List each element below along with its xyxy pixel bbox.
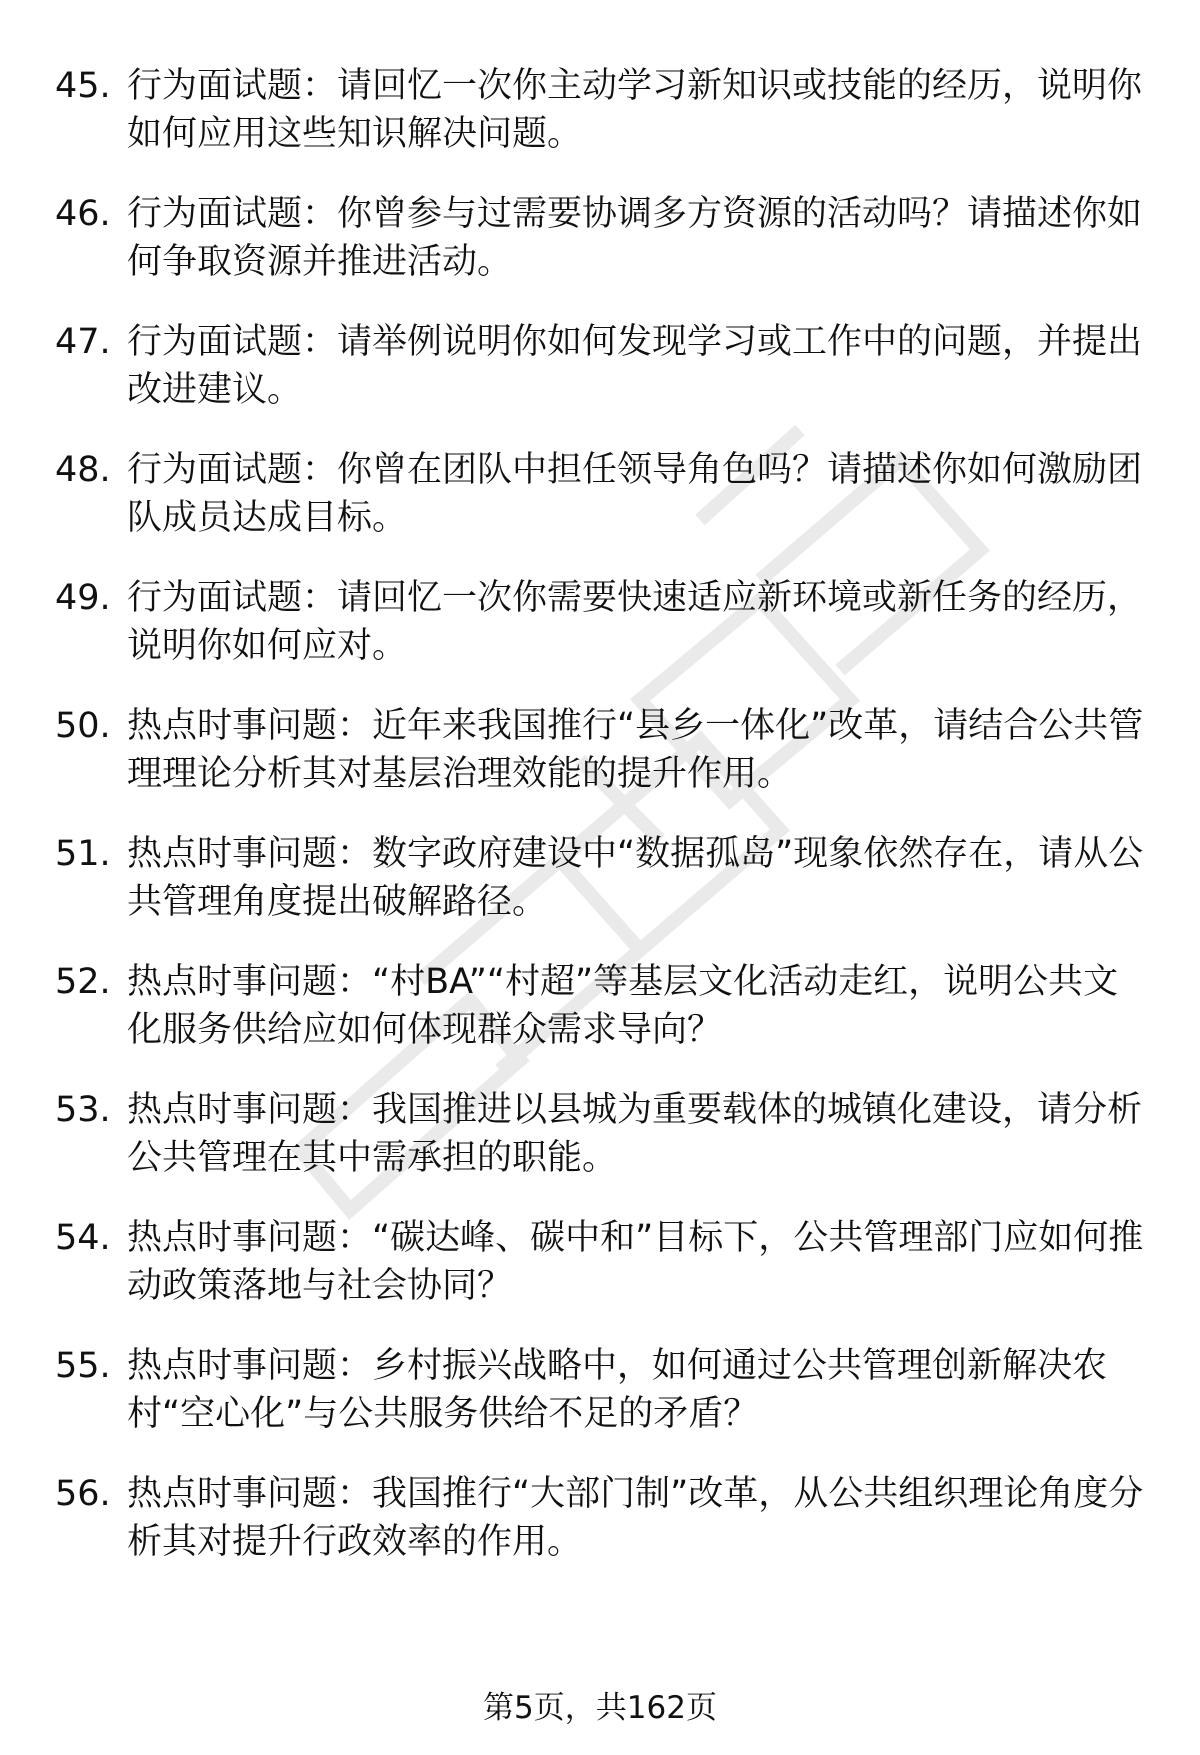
question-number: 48. — [55, 450, 111, 490]
question-text: 行为面试题：你曾在团队中担任领导角色吗？请描述你如何激励团队成员达成目标。 — [127, 450, 1143, 538]
question-text: 热点时事问题：我国推行“大部门制”改革，从公共组织理论角度分析其对提升行政效率的作用。 — [127, 1474, 1144, 1562]
question-text: 行为面试题：请回忆一次你主动学习新知识或技能的经历，说明你如何应用这些知识解决问题。 — [127, 66, 1143, 154]
question-item — [55, 702, 1150, 830]
question-item — [55, 1470, 1150, 1598]
question-item — [55, 62, 1150, 190]
question-text: 热点时事问题：近年来我国推行“县乡一体化”改革，请结合公共管理理论分析其对基层治理效能的提升作用。 — [127, 706, 1144, 794]
question-number: 46. — [55, 194, 111, 234]
question-item — [55, 1086, 1150, 1214]
question-item — [55, 190, 1150, 318]
question-text: 热点时事问题：我国推进以县城为重要载体的城镇化建设，请分析公共管理在其中需承担的职能。 — [127, 1090, 1143, 1178]
question-number: 56. — [55, 1474, 111, 1514]
question-number: 49. — [55, 578, 111, 618]
question-number: 54. — [55, 1218, 111, 1258]
question-text: 热点时事问题：乡村振兴战略中，如何通过公共管理创新解决农村“空心化”与公共服务供给不足的矛盾？ — [127, 1346, 1108, 1434]
question-text: 行为面试题：请回忆一次你需要快速适应新环境或新任务的经历，说明你如何应对。 — [127, 578, 1143, 666]
question-item — [55, 446, 1150, 574]
question-item — [55, 958, 1150, 1086]
question-number: 52. — [55, 962, 111, 1002]
question-number: 51. — [55, 834, 111, 874]
question-number: 45. — [55, 66, 111, 106]
question-number: 50. — [55, 706, 111, 746]
page-footer: 第5页，共162页 — [483, 1690, 717, 1726]
question-text: 热点时事问题：“碳达峰、碳中和”目标下，公共管理部门应如何推动政策落地与社会协同？ — [127, 1218, 1144, 1306]
question-text: 行为面试题：你曾参与过需要协调多方资源的活动吗？请描述你如何争取资源并推进活动。 — [127, 194, 1143, 282]
question-text: 热点时事问题：数字政府建设中“数据孤岛”现象依然存在，请从公共管理角度提出破解路径。 — [127, 834, 1144, 922]
question-item — [55, 574, 1150, 702]
question-list — [55, 62, 1150, 1598]
question-number: 55. — [55, 1346, 111, 1386]
question-item — [55, 1342, 1150, 1470]
question-item — [55, 1214, 1150, 1342]
question-item — [55, 830, 1150, 958]
question-number: 47. — [55, 322, 111, 362]
question-text: 行为面试题：请举例说明你如何发现学习或工作中的问题，并提出改进建议。 — [127, 322, 1143, 410]
question-text: 热点时事问题：“村BA”“村超”等基层文化活动走红，说明公共文化服务供给应如何体现群众需求导向？ — [127, 962, 1119, 1050]
question-number: 53. — [55, 1090, 111, 1130]
question-item — [55, 318, 1150, 446]
